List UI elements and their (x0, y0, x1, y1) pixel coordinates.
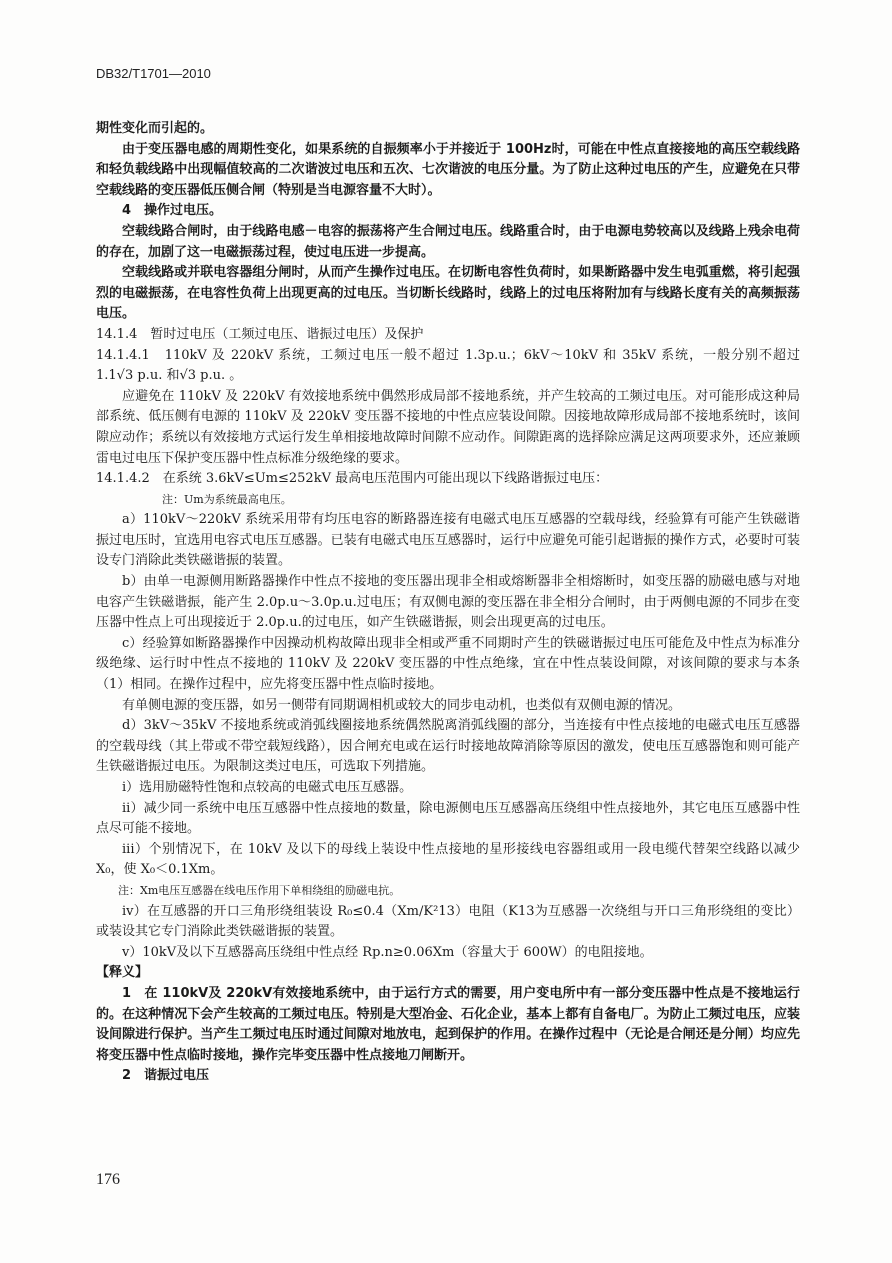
interpretation-heading: 【释义】 (96, 965, 149, 981)
paragraph: 应避免在 110kV 及 220kV 有效接地系统中偶然形成局部不接地系统，并产生较高的工频过电压。对可能形成这种局部系统、低压侧有电源的 110kV 及 220kV 变压器不接地的中性点应装设间隙。因接地故障形成局部不接地系统时，该间隙应动作；系统以有效接地方式运行发生单相接地故障时间隙不应动作。间隙距离的选择除应满足这两项要求外，还应兼顾雷电过电压下保护变压器中性点标准分级绝缘的要求。 (96, 388, 800, 466)
clause-paragraph: 14.1.4.2 在系统 3.6kV≤Um≤252kV 最高电压范围内可能出现以下线路谐振过电压： (96, 471, 609, 487)
standard-code-header: DB32/T1701—2010 (96, 66, 211, 81)
note: 注：Um为系统最高电压。 (162, 492, 292, 506)
body-text (96, 119, 800, 1087)
paragraph: 有单侧电源的变压器，如另一侧带有同期调相机或较大的同步电动机，也类似有双侧电源的情况。 (122, 697, 682, 713)
paragraph: 空载线路合闸时，由于线路电感－电容的振荡将产生合闸过电压。线路重合时，由于电源电势较高以及线路上残余电荷的存在，加剧了这一电磁振荡过程，使过电压进一步提高。 (96, 223, 800, 260)
page-number: 176 (96, 1171, 120, 1188)
section-heading: 2 谐振过电压 (122, 1068, 210, 1084)
sub-list-item: i）选用励磁特性饱和点较高的电磁式电压互感器。 (122, 780, 413, 795)
sub-list-item: iii）个别情况下，在 10kV 及以下的母线上装设中性点接地的星形接线电容器组或用一段电缆代替架空线路以减少 X₀，使 X₀＜0.1Xm。 (96, 841, 800, 878)
list-item: b）由单一电源侧用断路器操作中性点不接地的变压器出现非全相或熔断器非全相熔断时，如变压器的励磁电感与对地电容产生铁磁谐振，能产生 2.0p.u～3.0p.u.过电压；有双侧电源的变压器在非全相分合闸时，由于两侧电源的不同步在变压器中性点上可出现接近于 2.0p.u.的过电压，如产生铁磁谐振，则会出现更高的过电压。 (96, 574, 800, 631)
note: 注：Xm电压互感器在线电压作用下单相绕组的励磁电抗。 (118, 883, 401, 897)
sub-list-item: iv）在互感器的开口三角形绕组装设 R₀≤0.4（Xm/K²13）电阻（K13为互感器一次绕组与开口三角形绕组的变比）或装设其它专门消除此类铁磁谐振的装置。 (96, 903, 800, 940)
sub-list-item: v）10kV及以下互感器高压绕组中性点经 Rp.n≥0.06Xm（容量大于 600W）的电阻接地。 (122, 944, 653, 960)
list-item: a）110kV～220kV 系统采用带有均压电容的断路器连接有电磁式电压互感器的空载母线，经验算有可能产生铁磁谐振过电压时，宜选用电容式电压互感器。已装有电磁式电压互感器时，运行中应避免可能引起谐振的操作方式，必要时可装设专门消除此类铁磁谐振的装置。 (96, 512, 800, 569)
paragraph: 期性变化而引起的。 (96, 121, 214, 136)
clause-heading: 14.1.4 暂时过电压（工频过电压、谐振过电压）及保护 (96, 326, 424, 342)
paragraph: 空载线路或并联电容器组分闸时，从而产生操作过电压。在切断电容性负荷时，如果断路器中发生电弧重燃，将引起强烈的电磁振荡，在电容性负荷上出现更高的过电压。当切断长线路时，线路上的过电压将附加有与线路长度有关的高频振荡电压。 (96, 265, 800, 322)
list-item: d）3kV～35kV 不接地系统或消弧线圈接地系统偶然脱离消弧线圈的部分，当连接有中性点接地的电磁式电压互感器的空载母线（其上带或不带空载短线路），因合闸充电或在运行时接地故障消除等原因的激发，使电压互感器饱和则可能产生铁磁谐振过电压。为限制这类过电压，可选取下列措施。 (96, 718, 800, 775)
paragraph: 1 在 110kV及 220kV有效接地系统中，由于运行方式的需要，用户变电所中有一部分变压器中性点是不接地运行的。在这种情况下会产生较高的工频过电压。特别是大型冶金、石化企业，基本上都有自备电厂。为防止工频过电压，应装设间隙进行保护。当产生工频过电压时通过间隙对地放电，起到保护的作用。在操作过程中（无论是合闸还是分闸）均应先将变压器中性点临时接地，操作完毕变压器中性点接地刀闸断开。 (96, 985, 800, 1063)
list-item: c）经验算如断路器操作中因操动机构故障出现非全相或严重不同期时产生的铁磁谐振过电压可能危及中性点为标准分级绝缘、运行时中性点不接地的 110kV 及 220kV 变压器的中性点绝缘，宜在中性点装设间隙，对该间隙的要求与本条（1）相同。在操作过程中，应先将变压器中性点临时接地。 (96, 635, 800, 693)
clause-paragraph: 14.1.4.1 110kV 及 220kV 系统，工频过电压一般不超过 1.3p.u.；6kV～10kV 和 35kV 系统，一般分别不超过 1.1√3 p.u. 和√3 p.u. 。 (96, 347, 800, 384)
paragraph: 由于变压器电感的周期性变化，如果系统的自振频率小于并接近于 100Hz时，可能在中性点直接接地的高压空载线路和轻负载线路中出现幅值较高的二次谐波过电压和五次、七次谐波的电压分量。为了防止这种过电压的产生，应避免在只带空载线路的变压器低压侧合闸（特别是当电源容量不大时）。 (96, 141, 800, 198)
section-heading: 4 操作过电压。 (122, 203, 223, 219)
sub-list-item: ii）减少同一系统中电压互感器中性点接地的数量，除电源侧电压互感器高压绕组中性点接地外，其它电压互感器中性点尽可能不接地。 (96, 800, 800, 837)
